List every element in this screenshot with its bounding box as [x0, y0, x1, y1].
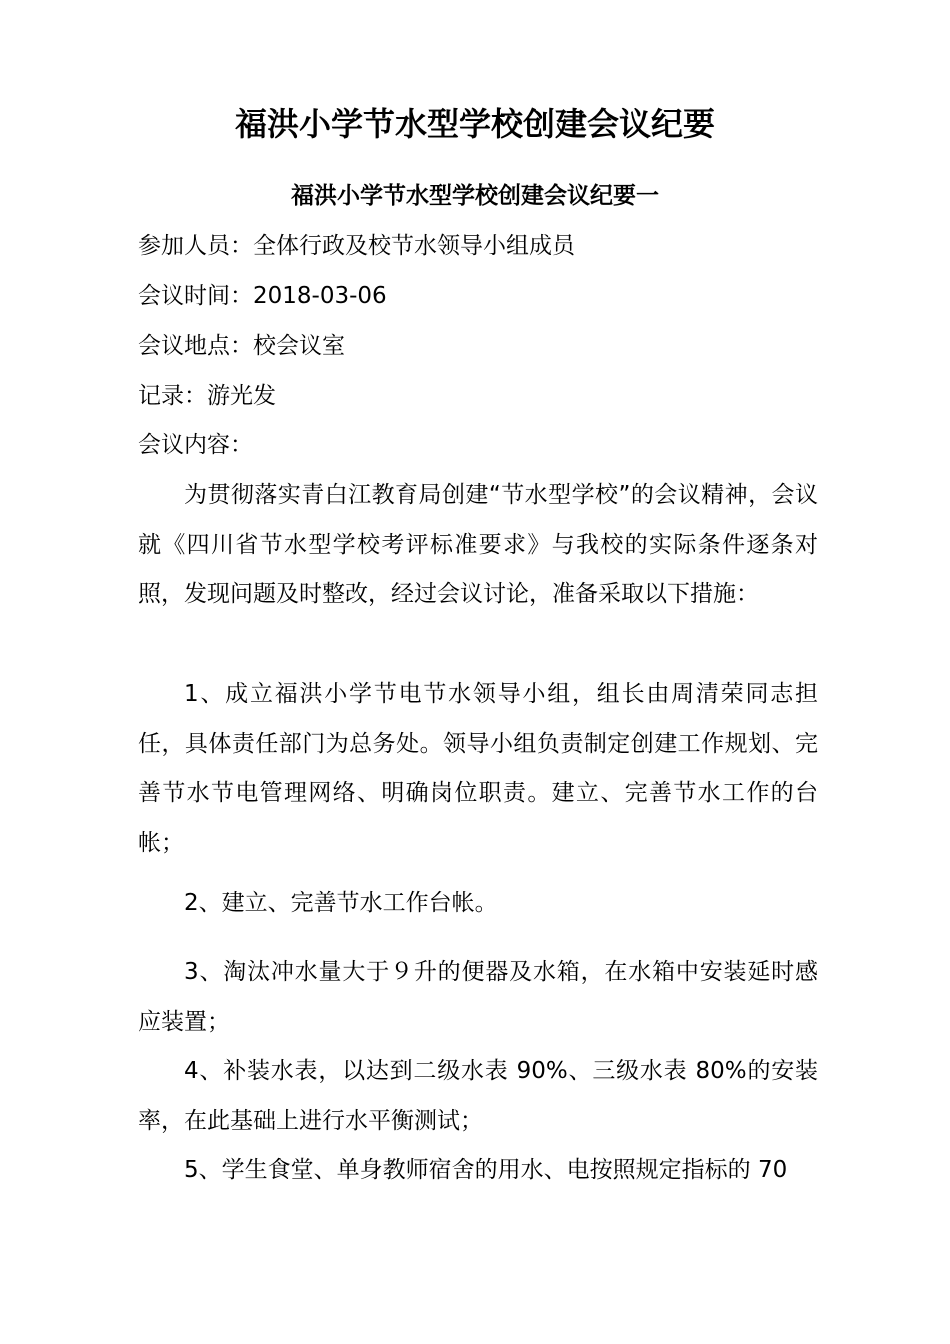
- paragraph-item-2: 2、建立、完善节水工作台帐。: [184, 890, 498, 916]
- attendees-line: 参加人员：全体行政及校节水领导小组成员: [138, 233, 575, 259]
- meeting-time-line: 会议时间：2018-03-06: [138, 283, 387, 309]
- paragraph-intro: 为贯彻落实青白江教育局创建“节水型学校”的会议精神，会议就《四川省节水型学校考评标准要求》与我校的实际条件逐条对照，发现问题及时整改，经过会议讨论，准备采取以下措施：: [138, 482, 818, 607]
- paragraph-item-5: 5、学生食堂、单身教师宿舍的用水、电按照规定指标的 70: [184, 1157, 788, 1183]
- paragraph-item-4: 4、补装水表，以达到二级水表 90%、三级水表 80%的安装率，在此基础上进行水平衡测试；: [138, 1058, 818, 1134]
- meeting-location-line: 会议地点：校会议室: [138, 333, 345, 359]
- paragraph-item-1: 1、成立福洪小学节电节水领导小组，组长由周清荣同志担任，具体责任部门为总务处。领导小组负责制定创建工作规划、完善节水节电管理网络、明确岗位职责。建立、完善节水工作的台帐；: [138, 681, 818, 856]
- document-title: 福洪小学节水型学校创建会议纪要: [234, 105, 715, 143]
- document-subtitle: 福洪小学节水型学校创建会议纪要一: [291, 183, 659, 209]
- meeting-content-label: 会议内容：: [138, 432, 253, 458]
- recorder-line: 记录：游光发: [138, 383, 276, 409]
- paragraph-item-3: 3、淘汰冲水量大于９升的便器及水箱，在水箱中安装延时感应装置；: [138, 959, 818, 1035]
